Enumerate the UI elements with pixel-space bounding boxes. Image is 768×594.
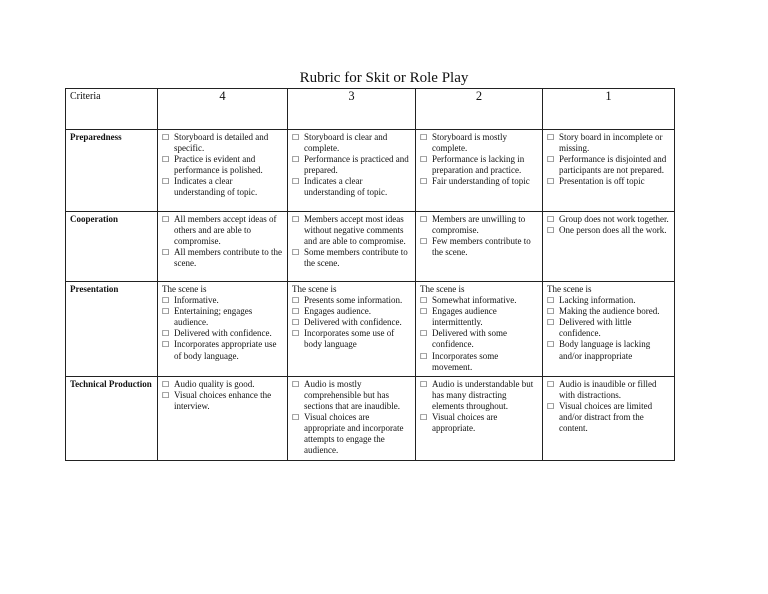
criteria-header: Criteria: [66, 89, 158, 130]
checkbox-item: ☐ Audio quality is good.: [162, 379, 283, 390]
checkbox-item: ☐ Engages audience intermittently.: [420, 306, 538, 328]
checkbox-item: ☐ Few members contribute to the scene.: [420, 236, 538, 258]
checkbox-item: ☐ Incorporates some use of body language: [292, 328, 411, 350]
rubric-cell: [543, 376, 675, 460]
checkbox-item: ☐ Storyboard is mostly complete.: [420, 132, 538, 154]
checkbox-item: ☐ Incorporates some movement.: [420, 351, 538, 373]
rubric-row: [66, 376, 675, 460]
rubric-cell: [416, 130, 543, 212]
checkbox-item: ☐ Storyboard is clear and complete.: [292, 132, 411, 154]
rubric-cell: [543, 212, 675, 282]
page-title: Rubric for Skit or Role Play: [299, 70, 469, 86]
checkbox-item: ☐ Presentation is off topic: [547, 176, 670, 187]
checkbox-item: ☐ Performance is practiced and prepared.: [292, 154, 411, 176]
checkbox-item: ☐ All members accept ideas of others and are able to compromise.: [162, 214, 283, 247]
checkbox-item: ☐ Audio is inaudible or filled with distractions.: [547, 379, 670, 401]
checkbox-item: ☐ Delivered with confidence.: [162, 328, 283, 339]
row-label: Technical Production: [66, 376, 158, 460]
checkbox-item: ☐ Informative.: [162, 295, 283, 306]
checkbox-item: ☐ Members are unwilling to compromise.: [420, 214, 538, 236]
checkbox-item: ☐ Somewhat informative.: [420, 295, 538, 306]
cell-lead-text: The scene is: [547, 284, 592, 294]
rubric-row: [66, 282, 675, 377]
checkbox-item: ☐ Visual choices are appropriate.: [420, 412, 538, 434]
checkbox-item: ☐ Delivered with confidence.: [292, 317, 411, 328]
rubric-cell: [288, 130, 416, 212]
checkbox-item: ☐ Practice is evident and performance is polished.: [162, 154, 283, 176]
checkbox-item: ☐ Visual choices are limited and/or distract from the content.: [547, 401, 670, 434]
checkbox-item: ☐ Visual choices enhance the interview.: [162, 390, 283, 412]
rubric-row: [66, 212, 675, 282]
rubric-cell: [158, 130, 288, 212]
checkbox-item: ☐ Group does not work together.: [547, 214, 670, 225]
checkbox-item: ☐ Delivered with some confidence.: [420, 328, 538, 350]
checkbox-item: ☐ Indicates a clear understanding of topic.: [162, 176, 283, 198]
score-header-3: 3: [288, 89, 416, 130]
checkbox-item: ☐ Members accept most ideas without negative comments and are able to compromise.: [292, 214, 411, 247]
checkbox-item: ☐ Presents some information.: [292, 295, 411, 306]
rubric-cell: [158, 212, 288, 282]
rubric-cell: [543, 282, 675, 377]
rubric-cell: [416, 282, 543, 377]
checkbox-item: ☐ Performance is lacking in preparation and practice.: [420, 154, 538, 176]
checkbox-item: ☐ Fair understanding of topic: [420, 176, 538, 187]
checkbox-item: ☐ Body language is lacking and/or inappropriate: [547, 339, 670, 361]
checkbox-item: ☐ Entertaining; engages audience.: [162, 306, 283, 328]
rubric-cell: [543, 130, 675, 212]
score-header-1: 1: [543, 89, 675, 130]
rubric-cell: [288, 376, 416, 460]
checkbox-item: ☐ Incorporates appropriate use of body language.: [162, 339, 283, 361]
checkbox-item: ☐ Audio is mostly comprehensible but has sections that are inaudible.: [292, 379, 411, 412]
score-header-4: 4: [158, 89, 288, 130]
checkbox-item: ☐ Visual choices are appropriate and incorporate attempts to engage the audience.: [292, 412, 411, 456]
checkbox-item: ☐ Performance is disjointed and participants are not prepared.: [547, 154, 670, 176]
rubric-row: [66, 130, 675, 212]
checkbox-item: ☐ Some members contribute to the scene.: [292, 247, 411, 269]
rubric-table: [65, 88, 675, 461]
row-label: Preparedness: [66, 130, 158, 212]
rubric-cell: [288, 282, 416, 377]
score-header-2: 2: [416, 89, 543, 130]
checkbox-item: ☐ Delivered with little confidence.: [547, 317, 670, 339]
checkbox-item: ☐ Storyboard is detailed and specific.: [162, 132, 283, 154]
checkbox-item: ☐ Audio is understandable but has many distracting elements throughout.: [420, 379, 538, 412]
rubric-cell: [288, 212, 416, 282]
header-row: [66, 89, 675, 130]
rubric-cell: [158, 376, 288, 460]
cell-lead-text: The scene is: [420, 284, 465, 294]
checkbox-item: ☐ Indicates a clear understanding of topic.: [292, 176, 411, 198]
rubric-cell: [416, 212, 543, 282]
cell-lead-text: The scene is: [162, 284, 207, 294]
checkbox-item: ☐ Engages audience.: [292, 306, 411, 317]
checkbox-item: ☐ One person does all the work.: [547, 225, 670, 236]
checkbox-item: ☐ Making the audience bored.: [547, 306, 670, 317]
rubric-cell: [158, 282, 288, 377]
cell-lead-text: The scene is: [292, 284, 337, 294]
row-label: Cooperation: [66, 212, 158, 282]
checkbox-item: ☐ All members contribute to the scene.: [162, 247, 283, 269]
checkbox-item: ☐ Story board in incomplete or missing.: [547, 132, 670, 154]
row-label: Presentation: [66, 282, 158, 377]
rubric-cell: [416, 376, 543, 460]
checkbox-item: ☐ Lacking information.: [547, 295, 670, 306]
